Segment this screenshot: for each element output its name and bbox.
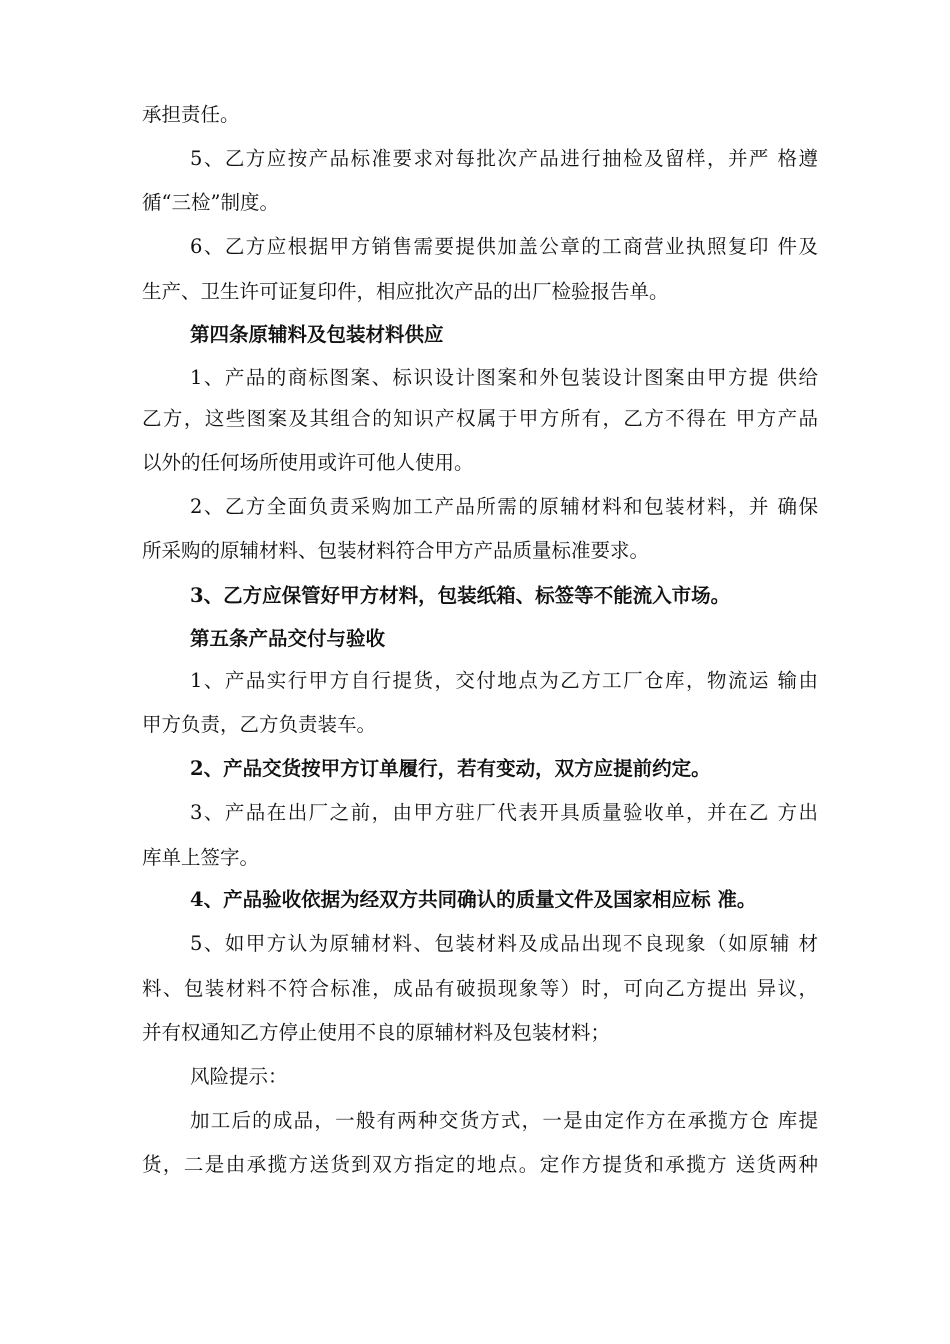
text-line: 6、乙方应根据甲方销售需要提供加盖公章的工商营业执照复印 件及 — [190, 235, 818, 258]
text-line-bold: 4、产品验收依据为经双方共同确认的质量文件及国家相应标 准。 — [190, 888, 757, 911]
text-line: 并有权通知乙方停止使用不良的原辅材料及包装材料； — [142, 1021, 611, 1044]
text-line: 5、如甲方认为原辅材料、包装材料及成品出现不良现象（如原辅 材 — [190, 932, 818, 955]
text-line: 库单上签字。 — [142, 846, 260, 869]
text-line: 加工后的成品，一般有两种交货方式，一是由定作方在承揽方仓 库提 — [190, 1109, 818, 1132]
text-line: 2、乙方全面负责采购加工产品所需的原辅材料和包装材料，并 确保 — [190, 495, 818, 518]
text-line: 循“三检”制度。 — [142, 191, 279, 214]
text-line: 风险提示： — [190, 1065, 288, 1088]
text-line: 料、包装材料不符合标准，成品有破损现象等）时，可向乙方提出 异议， — [142, 977, 818, 1000]
text-line-bold: 3、乙方应保管好甲方材料，包装纸箱、标签等不能流入市场。 — [190, 584, 731, 607]
text-line: 乙方，这些图案及其组合的知识产权属于甲方所有，乙方不得在 甲方产品 — [142, 407, 818, 430]
text-line: 生产、卫生许可证复印件，相应批次产品的出厂检验报告单。 — [142, 280, 669, 303]
text-line: 承担责任。 — [142, 103, 240, 126]
text-line: 货，二是由承揽方送货到双方指定的地点。定作方提货和承揽方 送货两种 — [142, 1153, 818, 1176]
text-line: 甲方负责，乙方负责装车。 — [142, 713, 377, 736]
section-heading: 第四条原辅料及包装材料供应 — [190, 323, 444, 346]
text-line: 3、产品在出厂之前，由甲方驻厂代表开具质量验收单，并在乙 方出 — [190, 801, 818, 824]
text-line: 5、乙方应按产品标准要求对每批次产品进行抽检及留样，并严 格遵 — [190, 147, 818, 170]
text-line-bold: 2、产品交货按甲方订单履行，若有变动，双方应提前约定。 — [190, 757, 711, 780]
section-heading: 第五条产品交付与验收 — [190, 627, 386, 650]
text-line: 以外的任何场所使用或许可他人使用。 — [142, 451, 474, 474]
text-line: 1、产品的商标图案、标识设计图案和外包装设计图案由甲方提 供给 — [190, 366, 818, 389]
text-line: 1、产品实行甲方自行提货，交付地点为乙方工厂仓库，物流运 输由 — [190, 669, 818, 692]
text-line: 所采购的原辅材料、包装材料符合甲方产品质量标准要求。 — [142, 539, 650, 562]
